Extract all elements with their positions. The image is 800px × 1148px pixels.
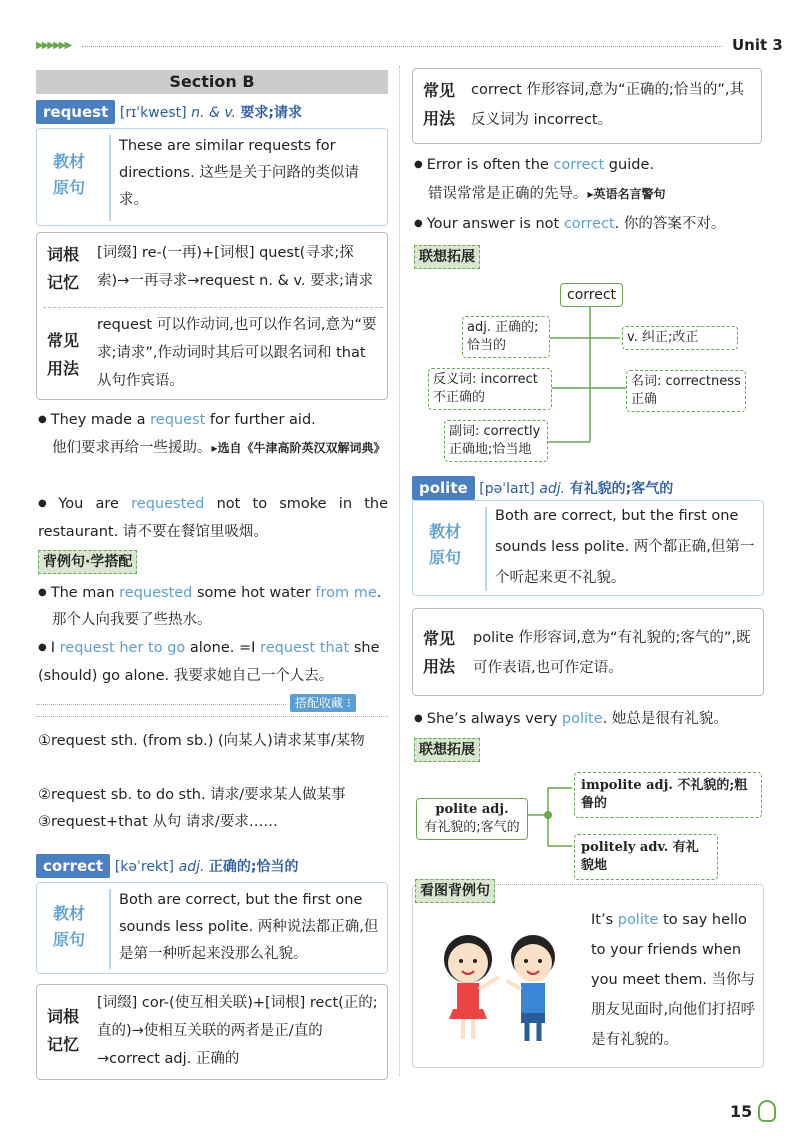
collect-rule-2 [36, 716, 388, 717]
association-tag: 联想拓展 [414, 245, 480, 269]
mindmap-node-antonym: 反义词: incorrect 不正确的 [428, 368, 552, 410]
correct-source-box [36, 882, 388, 974]
polite-source-text: Both are correct, but the first one sounds less polite. 两个都正确,但第一个听起来更不礼貌。 [495, 508, 755, 586]
polite-mindmap-politely: politely adv. 有礼貌地 [574, 834, 718, 880]
source-label: 教材 原句 [429, 522, 462, 567]
request-example-4: ● I request her to go alone. =I request that she (should) go alone. 我要求她自己一个人去。 [38, 634, 388, 690]
correct-usage-text: correct 作形容词,意为“正确的;恰当的”,其反义词为 incorrect。 [471, 82, 745, 128]
usage-label: 常见 用法 [423, 81, 456, 128]
polite-source-box [412, 500, 764, 596]
usage-label: 常见 用法 [423, 629, 456, 676]
polite-meaning: 有礼貌的;客气的 [569, 481, 674, 497]
request-memory-box [36, 232, 388, 400]
column-divider [399, 66, 400, 1076]
correct-word: correct [36, 854, 110, 878]
memory-divider [43, 307, 383, 308]
correct-headword [36, 854, 396, 878]
request-example-1-cn: 他们要求再给一些援助。▸选自《牛津高阶英汉双解词典》 [52, 440, 386, 456]
polite-word: polite [412, 476, 475, 500]
correct-pos: adj. [178, 859, 205, 875]
request-memory-text: [词缀] re-(一再)+[词根] quest(寻求;探索)→一再寻求→request n. & v. 要求;请求 [97, 245, 374, 289]
source-label: 教材 原句 [53, 152, 86, 197]
picture-tag: 看图背例句 [415, 879, 495, 903]
request-usage-text: request 可以作动词,也可以作名词,意为“要求;请求”,作动词时其后可以跟名词和 that 从句作宾语。 [97, 317, 377, 389]
source-divider [485, 507, 487, 591]
polite-example-1: ● She’s always very polite. 她总是很有礼貌。 [414, 705, 764, 733]
mindmap-node-adj: adj. 正确的;恰当的 [462, 316, 550, 358]
request-meaning: 要求;请求 [240, 105, 302, 121]
correct-phonetic: [kəˈrekt] [114, 859, 174, 875]
mindmap-node-verb: v. 纠正;改正 [622, 326, 738, 350]
collect-rule [36, 704, 286, 705]
balloon-icon [758, 1100, 776, 1122]
polite-mindmap-center: polite adj. 有礼貌的;客气的 [416, 798, 528, 840]
mindmap-center-correct: correct [560, 283, 623, 307]
picture-text: It’s polite to say hello to your friends when you meet them. 当你与朋友见面时,向他们打招呼是有礼貌的。 [591, 912, 756, 1048]
memory-label: 词根 记忆 [47, 245, 80, 292]
unit-label: Unit 3 [732, 36, 783, 54]
polite-pos: adj. [539, 481, 566, 497]
request-example-3: ● The man requested some hot water from me. [38, 579, 388, 607]
request-example-2: ● You are requested not to smoke in the restaurant. 请不要在餐馆里吸烟。 [38, 490, 388, 546]
request-headword [36, 100, 396, 124]
header-rule [82, 46, 722, 47]
polite-usage-box [412, 608, 764, 696]
section-title: Section B [36, 70, 388, 94]
page-number: 15 [730, 1100, 776, 1122]
picture-box [412, 884, 764, 1068]
source-label: 教材 原句 [53, 904, 86, 949]
request-example-1: ● They made a request for further aid. [38, 406, 388, 434]
children-illustration [423, 921, 583, 1051]
polite-phonetic: [pəˈlaɪt] [479, 481, 535, 497]
polite-usage-text: polite 作形容词,意为“有礼貌的;客气的”,既可作表语,也可作定语。 [473, 630, 751, 676]
collect-tag[interactable]: 搭配收藏 ⁝ [290, 694, 356, 712]
example-tag: 背例句·学搭配 [38, 550, 137, 574]
correct-source-text: Both are correct, but the first one sounds less polite. 两种说法都正确,但是第一种听起来没那么礼貌。 [119, 892, 379, 962]
request-source-text: These are similar requests for directions. 这些是关于问路的类似请求。 [119, 138, 359, 208]
correct-example-1-cn: 错误常常是正确的先导。▸英语名言警句 [428, 186, 666, 202]
mindmap-node-adverb: 副词: correctly 正确地;恰当地 [444, 420, 548, 462]
usage-label: 常见 用法 [47, 331, 80, 378]
correct-example-1: ● Error is often the correct guide. [414, 151, 764, 179]
request-word: request [36, 100, 115, 124]
polite-headword [412, 476, 772, 500]
correct-usage-box [412, 68, 762, 144]
polite-mindmap-impolite: impolite adj. 不礼貌的;粗鲁的 [574, 772, 762, 818]
correct-memory-text: [词缀] cor-(使互相关联)+[词根] rect(正的;直的)→使相互关联的两者是正/直的→correct adj. 正确的 [97, 995, 378, 1067]
mindmap-node-noun: 名词: correctness 正确 [626, 370, 746, 412]
request-example-3-cn: 那个人向我要了些热水。 [52, 612, 212, 628]
memory-label: 词根 记忆 [47, 1007, 80, 1054]
collocation-3: ③request+that 从句 请求/要求…… [38, 814, 278, 830]
association-tag-2: 联想拓展 [414, 738, 480, 762]
source-divider [109, 889, 111, 969]
request-phonetic: [rɪˈkwest] [119, 105, 187, 121]
correct-example-2: ● Your answer is not correct. 你的答案不对。 [414, 210, 764, 238]
collocation-1: ①request sth. (from sb.) (向某人)请求某事/某物 [38, 733, 365, 749]
collocation-2: ②request sb. to do sth. 请求/要求某人做某事 [38, 787, 346, 803]
correct-memory-box [36, 984, 388, 1080]
header-arrows: ▶▶▶▶▶▶ [36, 40, 71, 51]
source-divider [109, 135, 111, 221]
correct-meaning: 正确的;恰当的 [208, 859, 299, 875]
request-source-box [36, 128, 388, 226]
request-pos: n. & v. [191, 105, 236, 121]
